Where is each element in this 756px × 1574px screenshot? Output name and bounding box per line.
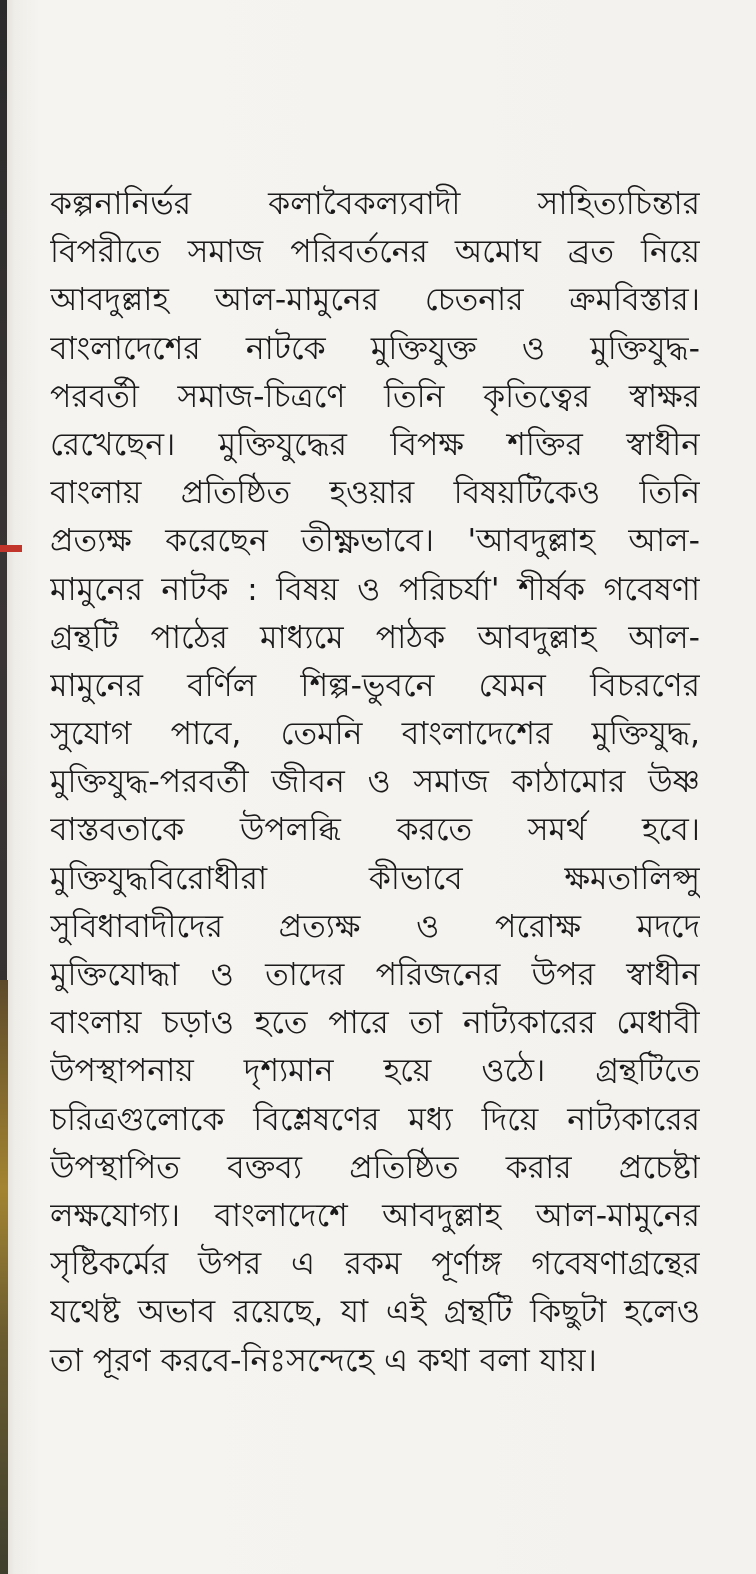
blurb-line: বাস্তবতাকে উপলব্ধি করতে সমর্থ হবে। [50, 812, 700, 849]
blurb-line: লক্ষযোগ্য। বাংলাদেশে আবদুল্লাহ আল-মামুনের [50, 1197, 700, 1234]
blurb-line: মামুনের বর্ণিল শিল্প-ভুবনে যেমন বিচরণের [50, 667, 700, 704]
blurb-text [50, 180, 700, 1385]
blurb-line: রেখেছেন। মুক্তিযুদ্ধের বিপক্ষ শক্তির স্বাধীন [50, 426, 700, 463]
blurb-line: যথেষ্ট অভাব রয়েছে, যা এই গ্রন্থটি কিছুটা হলেও [50, 1294, 700, 1331]
blurb-line: উপস্থাপনায় দৃশ্যমান হয়ে ওঠে। গ্রন্থটিতে [50, 1053, 700, 1090]
blurb-line: বাংলায় প্রতিষ্ঠিত হওয়ার বিষয়টিকেও তিনি [50, 475, 700, 512]
blurb-line: মুক্তিযুদ্ধবিরোধীরা কীভাবে ক্ষমতালিপ্সু [50, 860, 700, 897]
blurb-line: বিপরীতে সমাজ পরিবর্তনের অমোঘ ব্রত নিয়ে [50, 234, 700, 271]
blurb-line: চরিত্রগুলোকে বিশ্লেষণের মধ্য দিয়ে নাট্যকারের [50, 1101, 700, 1138]
blurb-line: গ্রন্থটি পাঠের মাধ্যমে পাঠক আবদুল্লাহ আল- [50, 619, 700, 656]
blurb-line: প্রত্যক্ষ করেছেন তীক্ষ্ণভাবে। 'আবদুল্লাহ আল- [50, 523, 700, 560]
blurb-line-last: তা পূরণ করবে-নিঃসন্দেহে এ কথা বলা যায়। [50, 1342, 597, 1379]
blurb-line: মামুনের নাটক : বিষয় ও পরিচর্যা' শীর্ষক গবেষণা [50, 571, 700, 608]
blurb-line: সুযোগ পাবে, তেমনি বাংলাদেশের মুক্তিযুদ্ধ, [50, 716, 700, 753]
blurb-line: কল্পনানির্ভর কলাবৈকল্যবাদী সাহিত্যচিন্তার [50, 186, 700, 222]
blurb-line: বাংলাদেশের নাটকে মুক্তিযুক্ত ও মুক্তিযুদ্ধ- [50, 330, 700, 367]
blurb-line: মুক্তিযুদ্ধ-পরবর্তী জীবন ও সমাজ কাঠামোর উষ্ণ [50, 764, 700, 801]
blurb-line: সৃষ্টিকর্মের উপর এ রকম পূর্ণাঙ্গ গবেষণাগ্রন্থের [50, 1246, 700, 1283]
blurb-line: পরবর্তী সমাজ-চিত্রণে তিনি কৃতিত্বের স্বাক্ষর [50, 378, 700, 415]
blurb-line: মুক্তিযোদ্ধা ও তাদের পরিজনের উপর স্বাধীন [50, 957, 700, 993]
blurb-line: আবদুল্লাহ আল-মামুনের চেতনার ক্রমবিস্তার। [50, 282, 700, 319]
cover-art-edge [0, 980, 8, 1574]
blurb-line: সুবিধাবাদীদের প্রত্যক্ষ ও পরোক্ষ মদদে [50, 908, 700, 945]
blurb-line: বাংলায় চড়াও হতে পারে তা নাট্যকারের মেধাবী [50, 1005, 700, 1042]
blurb-line: উপস্থাপিত বক্তব্য প্রতিষ্ঠিত করার প্রচেষ্টা [50, 1149, 700, 1186]
red-accent-mark [0, 545, 22, 552]
